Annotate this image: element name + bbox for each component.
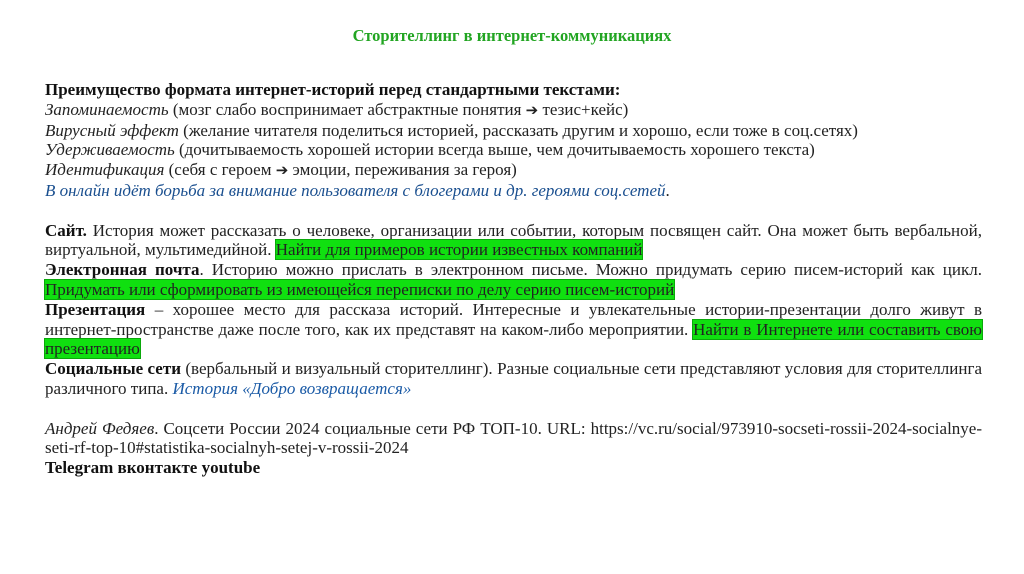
social-paragraph: Социальные сети (вербальный и визуальный сторителлинг). Разные социальные сети представляют условия для сторителлинга различного типа. История «Добро возвращается» bbox=[45, 359, 982, 398]
reference-paragraph: Андрей Федяев. Соцсети России 2024 социальные сети РФ ТОП-10. URL: https://vc.ru/social/973910-socseti-rossii-2024-socialnye-seti-rf-top-10#statistika-socialnyh-setej-v-rossii-2024 bbox=[45, 418, 982, 458]
networks-line: Telegram вконтакте youtube bbox=[45, 458, 261, 478]
site-paragraph: Сайт. История может рассказать о человеке, организации или событии, которым посвящен сайт. Она может быть вербальной, виртуальной, мультимедийной. Найти для примеров истории известных компаний bbox=[45, 220, 982, 260]
story-link[interactable]: История «Добро возвращается» bbox=[172, 378, 412, 398]
advantages-heading: Преимущество формата интернет-историй перед стандартными текстами: bbox=[45, 80, 621, 99]
email-task-highlight: Придумать или сформировать из имеющейся переписки по делу серию писем-историй bbox=[45, 279, 675, 299]
arrow-right-icon: ➔ bbox=[525, 100, 539, 119]
advantages-note: В онлайн идёт борьба за внимание пользователя с блогерами и др. героями соц.сетей. bbox=[45, 180, 670, 200]
site-task-highlight: Найти для примеров истории известных компаний bbox=[275, 240, 643, 260]
slide-title: Сторителлинг в интернет-коммуникациях bbox=[352, 26, 672, 45]
advantage-memorability: Запоминаемость (мозг слабо воспринимает абстрактные понятия ➔ тезис+кейс) bbox=[45, 99, 629, 119]
advantage-retention: Удерживаемость (дочитываемость хорошей истории всегда выше, чем дочитываемость хорошего текста) bbox=[45, 140, 815, 160]
slide-content bbox=[45, 80, 982, 478]
advantage-identification: Идентификация (себя с героем ➔ эмоции, переживания за героя) bbox=[45, 160, 517, 180]
presentation-paragraph: Презентация – хорошее место для рассказа историй. Интересные и увлекательные истории-презентации долго живут в интернет-пространстве даже после того, как их представят на каком-либо мероприятии. Найти в Интернете или составить свою презентацию bbox=[45, 299, 983, 359]
arrow-right-icon: ➔ bbox=[275, 161, 289, 180]
presentation-task-highlight: Найти в Интернете или составить свою презентацию bbox=[45, 319, 983, 359]
email-paragraph: Электронная почта. Историю можно прислать в электронном письме. Можно придумать серию писем-историй как цикл. Придумать или сформировать из имеющейся переписки по делу серию писем-историй bbox=[45, 260, 982, 299]
advantage-viral: Вирусный эффект (желание читателя поделиться историей, рассказать другим и хорошо, если тоже в соц.сетях) bbox=[45, 120, 858, 140]
